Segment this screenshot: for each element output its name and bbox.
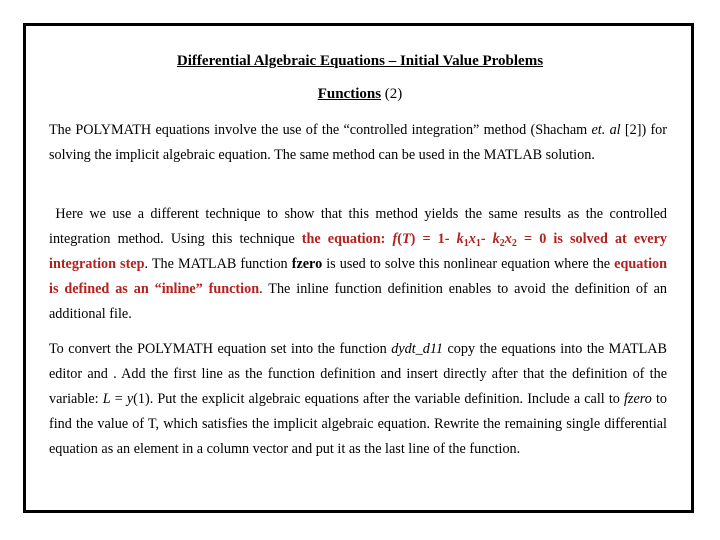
page-subtitle xyxy=(0,86,720,103)
p2-text-b: . The MATLAB function xyxy=(144,256,292,272)
p3-fzero: fzero xyxy=(623,391,652,407)
p3-var-L: L xyxy=(102,391,111,407)
p1-text-b: [2]) for solving the implicit algebraic equation. The same method can be used in the MATLAB solution. xyxy=(49,122,667,163)
p2-fzero: fzero xyxy=(291,256,323,272)
p2-text-a: Here we use a different technique to show that this method yields the same results as the controlled integration method. Using this technique xyxy=(49,206,668,247)
p3-text-b: copy the equations into the MATLAB editor and . Add the first line as the function definition and insert directly after that the definition of the variable: xyxy=(49,341,667,407)
p3-equals: = xyxy=(110,391,127,407)
p2-text-d: . The inline function definition enables to avoid the definition of an additional file. xyxy=(49,281,667,322)
p3-text-a: To convert the POLYMATH equation set into the function xyxy=(49,341,392,357)
page-title: Differential Algebraic Equations – Initial Value Problems xyxy=(176,53,544,69)
paragraph-3 xyxy=(49,337,667,462)
p2-text-c: is used to solve this nonlinear equation where the xyxy=(322,256,615,272)
paragraph-1 xyxy=(49,118,667,168)
paragraph-2 xyxy=(49,202,667,327)
p1-etal: et. al xyxy=(591,122,621,138)
subtitle-bold: Functions xyxy=(317,86,382,102)
p3-function-name: dydt_d11 xyxy=(391,341,443,357)
p3-text-d: to find the value of T, which satisfies the implicit algebraic equation. Rewrite the remaining single differential equation as an element in a column vector and put it as the last line of the function. xyxy=(49,391,667,457)
p1-text-a: The POLYMATH equations involve the use of the “controlled integration” method (Shacham xyxy=(49,122,592,138)
subtitle-rest: (2) xyxy=(381,86,403,102)
p3-var-y: y xyxy=(126,391,134,407)
p2-inline-highlight: equation is defined as an “inline” function xyxy=(49,256,667,297)
p3-text-c: (1). Put the explicit algebraic equations after the variable definition. Include a call to xyxy=(133,391,624,407)
p2-equation: the equation: f(T) = 1- $k_1x_1-$ $k_2x_2 = 0$ is solved at every integration step xyxy=(49,231,667,272)
